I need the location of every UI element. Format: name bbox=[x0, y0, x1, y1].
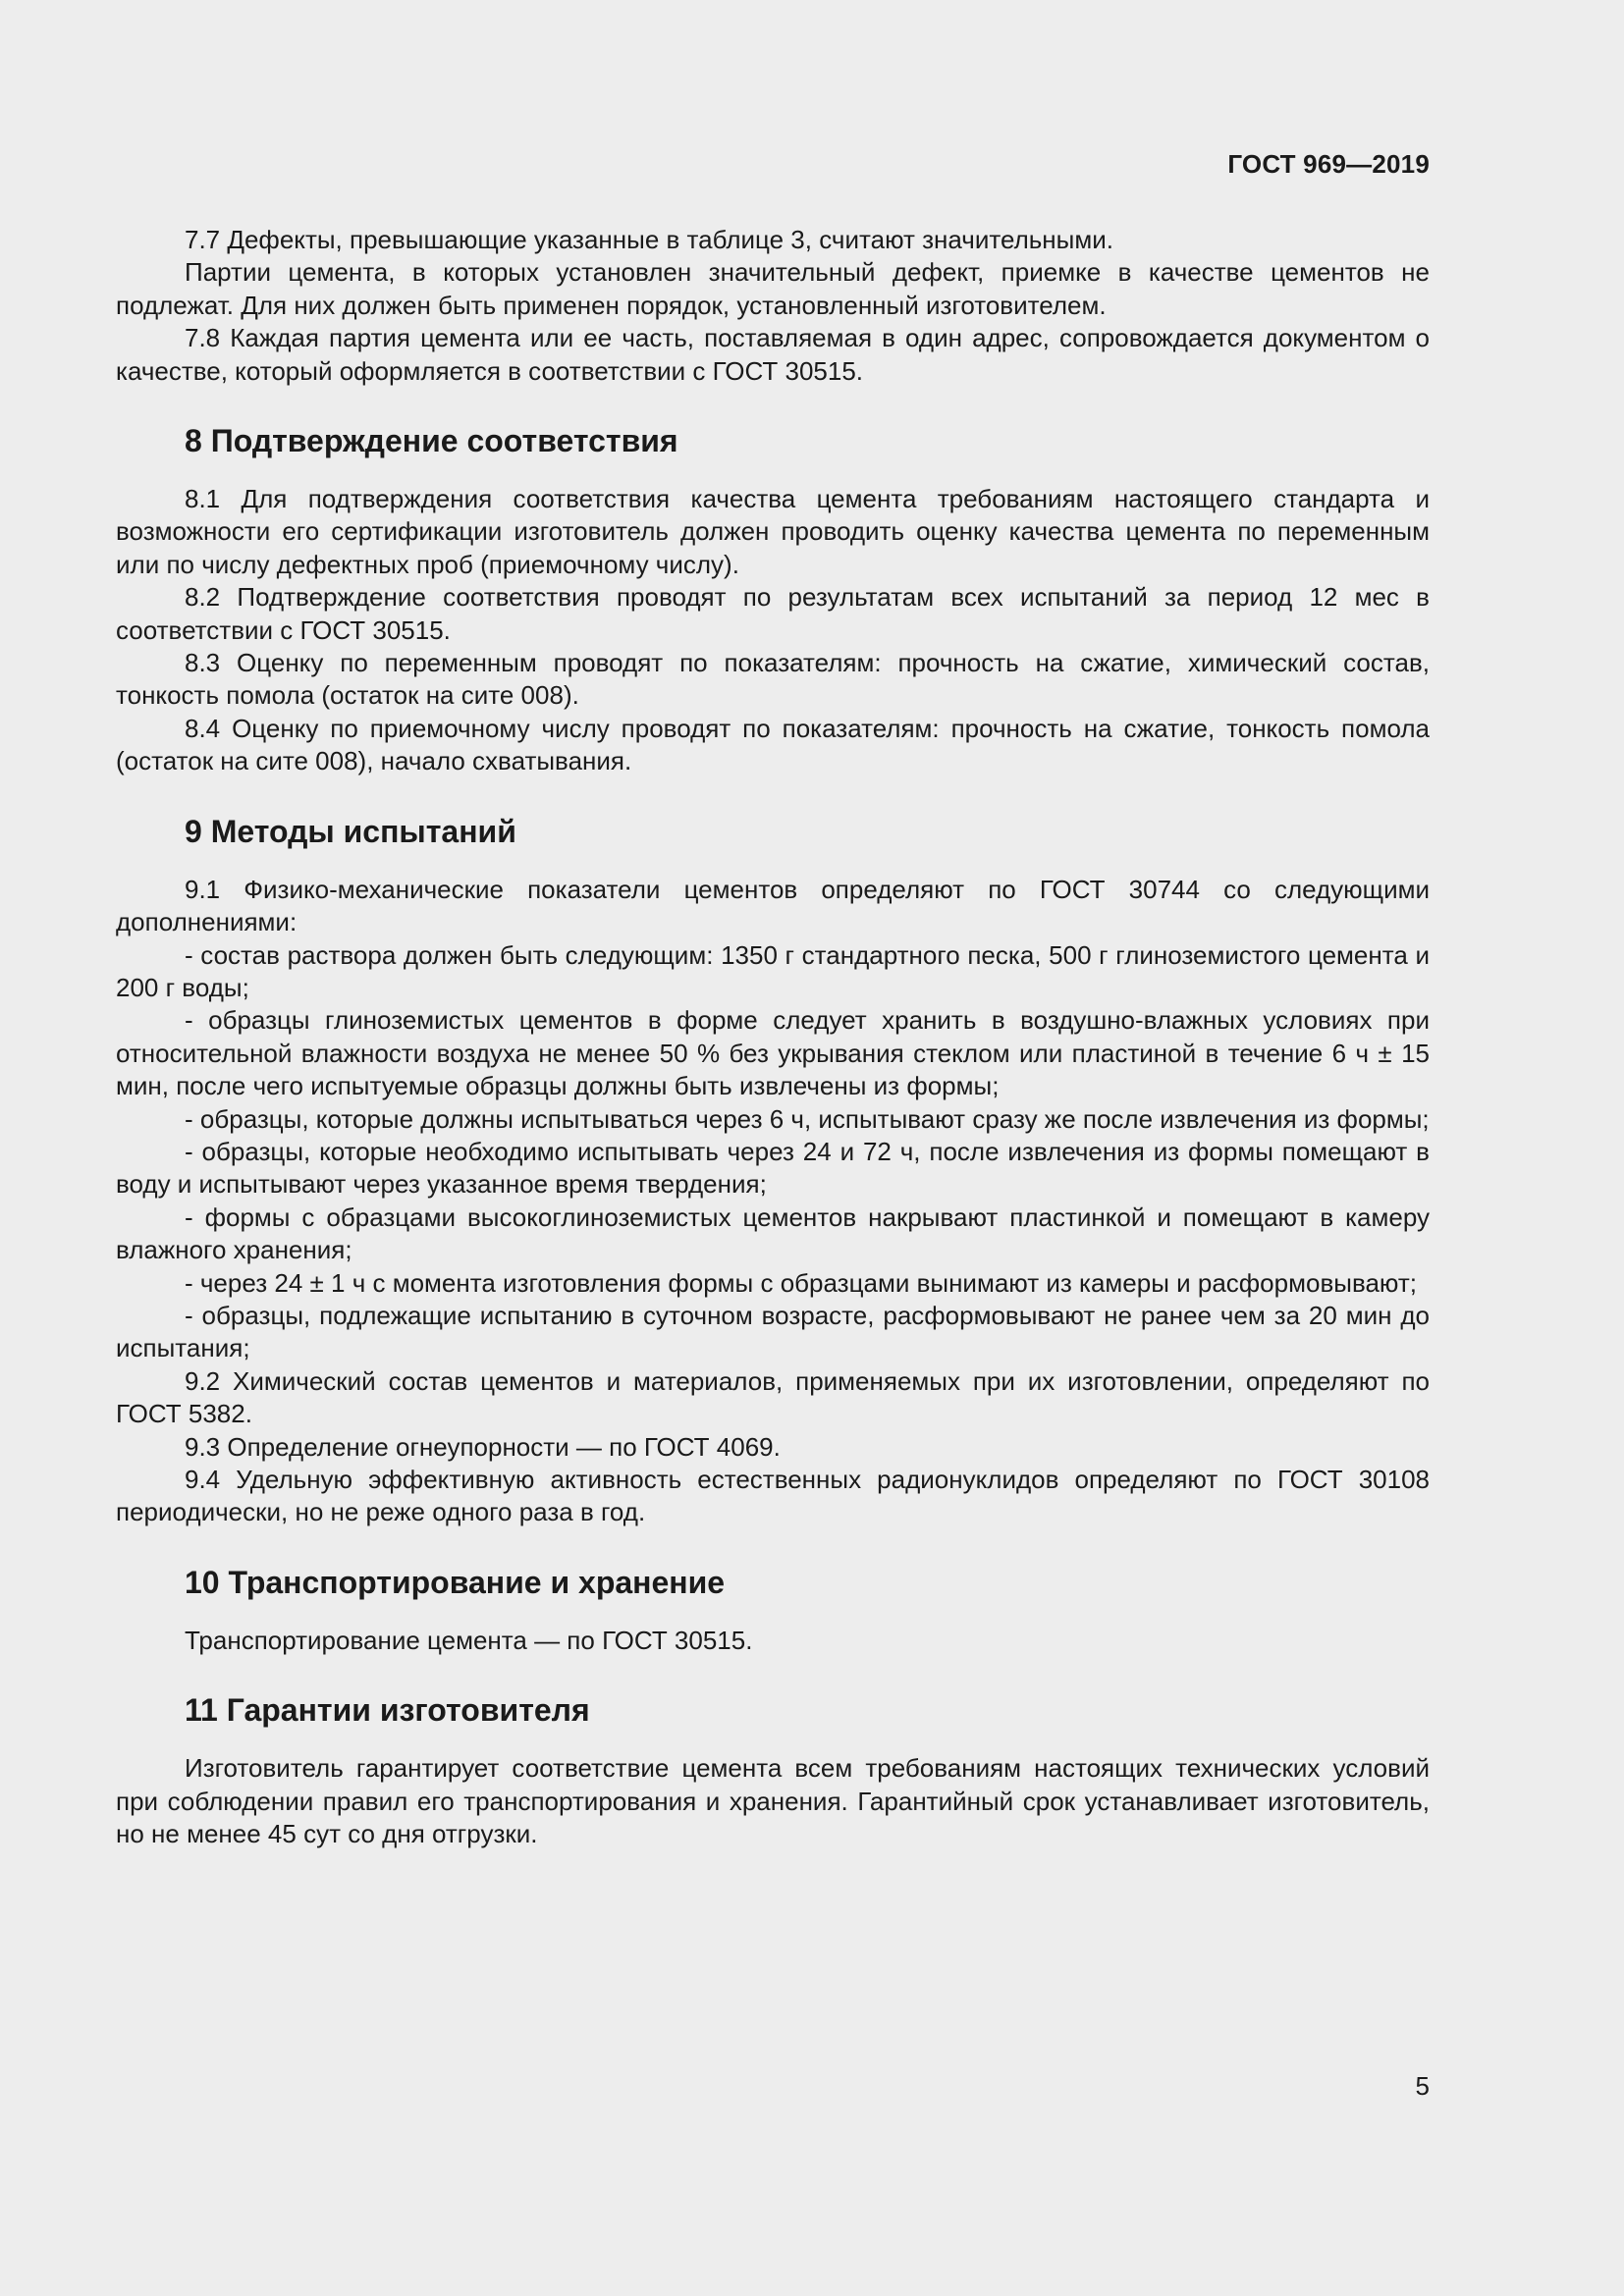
list-item-9-1-g: - образцы, подлежащие испытанию в суточном возрасте, расформовывают не ранее чем за 20 мин до испытания; bbox=[116, 1300, 1430, 1363]
list-item-9-1-c: - образцы, которые должны испытываться через 6 ч, испытывают сразу же после извлечения из формы; bbox=[185, 1103, 1430, 1134]
list-item-9-1-b: - образцы глиноземистых цементов в форме следует хранить в воздушно-влажных условиях при относительной влажности воздуха не менее 50 % без укрывания стеклом или пластиной в течение 6 ч ± 15 мин, после чего испытуемые образцы должны быть извлечены из формы; bbox=[116, 1005, 1430, 1101]
list-item-9-1-e: - формы с образцами высокоглиноземистых цементов накрывают пластинкой и помещают в камеру влажного хранения; bbox=[116, 1201, 1430, 1265]
list-item-9-1-a: - состав раствора должен быть следующим: 1350 г стандартного песка, 500 г глиноземистого цемента и 200 г воды; bbox=[116, 939, 1430, 1002]
paragraph-9-1: 9.1 Физико-механические показатели цементов определяют по ГОСТ 30744 со следующими дополнениями: bbox=[116, 874, 1430, 937]
paragraph-7-7: 7.7 Дефекты, превышающие указанные в таблице 3, считают значительными. bbox=[185, 225, 1113, 254]
page-number: 5 bbox=[1415, 2071, 1430, 2101]
list-item-9-1-d: - образцы, которые необходимо испытывать через 24 и 72 ч, после извлечения из формы помещают в воду и испытывают через указанное время твердения; bbox=[116, 1136, 1430, 1200]
paragraph-11: Изготовитель гарантирует соответствие цемента всем требованиям настоящих технических условий при соблюдении правил его транспортирования и хранения. Гарантийный срок устанавливает изготовитель, но не менее 45 сут со дня отгрузки. bbox=[116, 1753, 1430, 1849]
paragraph-8-1: 8.1 Для подтверждения соответствия качества цемента требованиям настоящего стандарта и возможности его сертификации изготовитель должен проводить оценку качества цемента по переменным или по числу дефектных проб (приемочному числу). bbox=[116, 484, 1430, 579]
paragraph-10: Транспортирование цемента — по ГОСТ 30515. bbox=[185, 1625, 753, 1655]
paragraph-9-3: 9.3 Определение огнеупорности — по ГОСТ 4069. bbox=[185, 1431, 781, 1462]
paragraph-8-4: 8.4 Оценку по приемочному числу проводят по показателям: прочность на сжатие, тонкость помола (остаток на сите 008), начало схватывания. bbox=[116, 713, 1430, 776]
section-10-heading: 10 Транспортирование и хранение bbox=[185, 1564, 726, 1600]
paragraph-7-8: 7.8 Каждая партия цемента или ее часть, поставляемая в один адрес, сопровождается документом о качестве, который оформляется в соответствии с ГОСТ 30515. bbox=[116, 323, 1430, 386]
document-body bbox=[116, 224, 1430, 1850]
section-11-heading: 11 Гарантии изготовителя bbox=[185, 1692, 590, 1729]
document-code: ГОСТ 969—2019 bbox=[1227, 149, 1430, 179]
section-8-heading: 8 Подтверждение соответствия bbox=[185, 423, 678, 459]
paragraph-8-2: 8.2 Подтверждение соответствия проводят по результатам всех испытаний за период 12 мес в соответствии с ГОСТ 30515. bbox=[116, 582, 1430, 645]
paragraph-9-2: 9.2 Химический состав цементов и материалов, применяемых при их изготовлении, определяют по ГОСТ 5382. bbox=[116, 1365, 1430, 1429]
paragraph-7-7-continued: Партии цемента, в которых установлен значительный дефект, приемке в качестве цементов не подлежат. Для них должен быть применен порядок, установленный изготовителем. bbox=[116, 257, 1430, 320]
list-item-9-1-f: - через 24 ± 1 ч с момента изготовления формы с образцами вынимают из камеры и расформовывают; bbox=[185, 1267, 1417, 1298]
section-9-heading: 9 Методы испытаний bbox=[185, 813, 516, 849]
document-page bbox=[116, 0, 1430, 2296]
paragraph-8-3: 8.3 Оценку по переменным проводят по показателям: прочность на сжатие, химический состав, тонкость помола (остаток на сите 008). bbox=[116, 648, 1430, 711]
paragraph-9-4: 9.4 Удельную эффективную активность естественных радионуклидов определяют по ГОСТ 30108 периодически, но не реже одного раза в год. bbox=[116, 1465, 1430, 1527]
